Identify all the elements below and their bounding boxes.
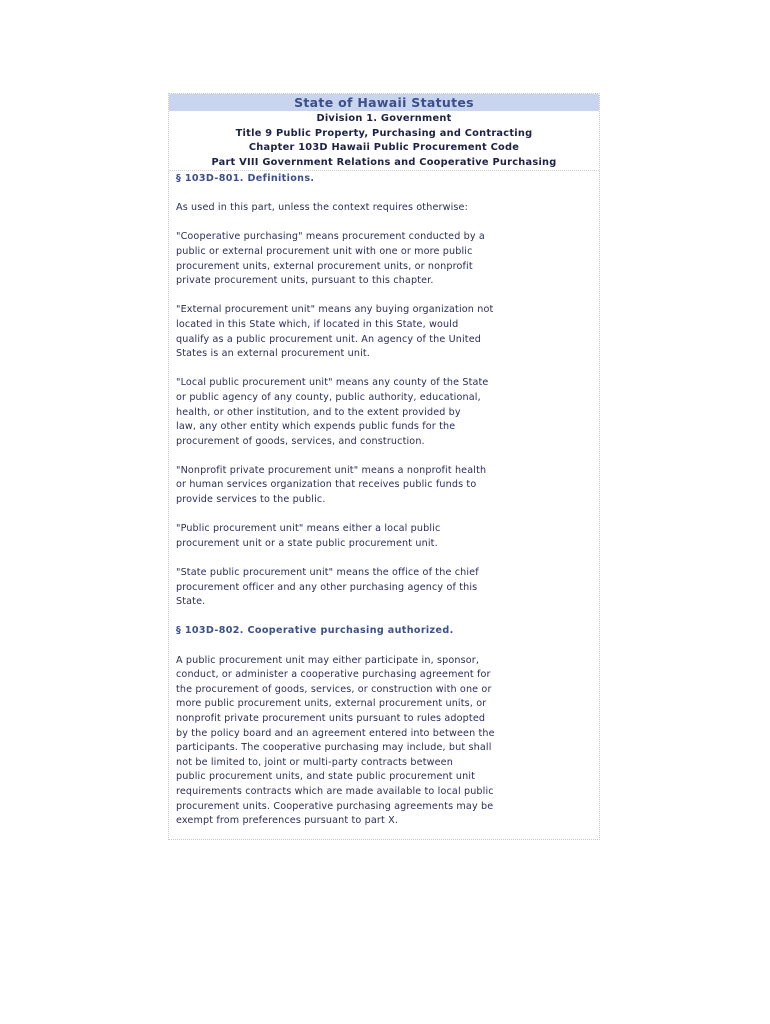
section-801-heading: § 103D-801. Definitions. [176, 173, 315, 184]
definition-local-public-procurement-unit: "Local public procurement unit" means any county of the State or public agency of any county, public authority, educational, health, or other institution, and to the extent provided by law, any other entity which expends public funds for the procurement of goods, services, and construction. [176, 377, 489, 447]
document-title: State of Hawaii Statutes [169, 94, 599, 111]
part-heading: Part VIII Government Relations and Cooperative Purchasing [211, 156, 557, 168]
title-heading: Title 9 Public Property, Purchasing and Contracting [235, 127, 533, 139]
document-heading [169, 111, 599, 171]
section-801-intro: As used in this part, unless the context requires otherwise: [176, 202, 468, 214]
definition-cooperative-purchasing: "Cooperative purchasing" means procurement conducted by a public or external procurement unit with one or more public procurement units, external procurement units, or nonprofit private procurement units, pursuant to this chapter. [176, 231, 485, 287]
division-heading: Division 1. Government [316, 113, 452, 124]
definition-nonprofit-private-procurement-unit: "Nonprofit private procurement unit" means a nonprofit health or human services organization that receives public funds to provide services to the public. [176, 464, 487, 506]
section-802-text: A public procurement unit may either participate in, sponsor, conduct, or administer a cooperative purchasing agreement for the procurement of goods, services, or construction with one or more public procurement units, external procurement units, or nonprofit private procurement units pursuant to rules adopted by the policy board and an agreement entered into between the participants. The cooperative purchasing may include, but shall not be limited to, joint or multi-party contracts between public procurement units, and state public procurement unit requirements contracts which are made available to local public procurement units. Cooperative purchasing agreements may be exempt from preferences pursuant to part X. [176, 654, 495, 827]
definition-public-procurement-unit: "Public procurement unit" means either a local public procurement unit or a state public procurement unit. [176, 523, 441, 549]
statute-body [169, 171, 599, 829]
definition-external-procurement-unit: "External procurement unit" means any buying organization not located in this State which, if located in this State, would qualify as a public procurement unit. An agency of the United States is an external procurement unit. [176, 304, 494, 360]
statute-document [168, 93, 600, 840]
section-802-heading: § 103D-802. Cooperative purchasing authorized. [176, 625, 454, 637]
definition-state-public-procurement-unit: "State public procurement unit" means the office of the chief procurement officer and any other purchasing agency of this State. [176, 567, 479, 608]
chapter-heading: Chapter 103D Hawaii Public Procurement Code [248, 142, 520, 153]
